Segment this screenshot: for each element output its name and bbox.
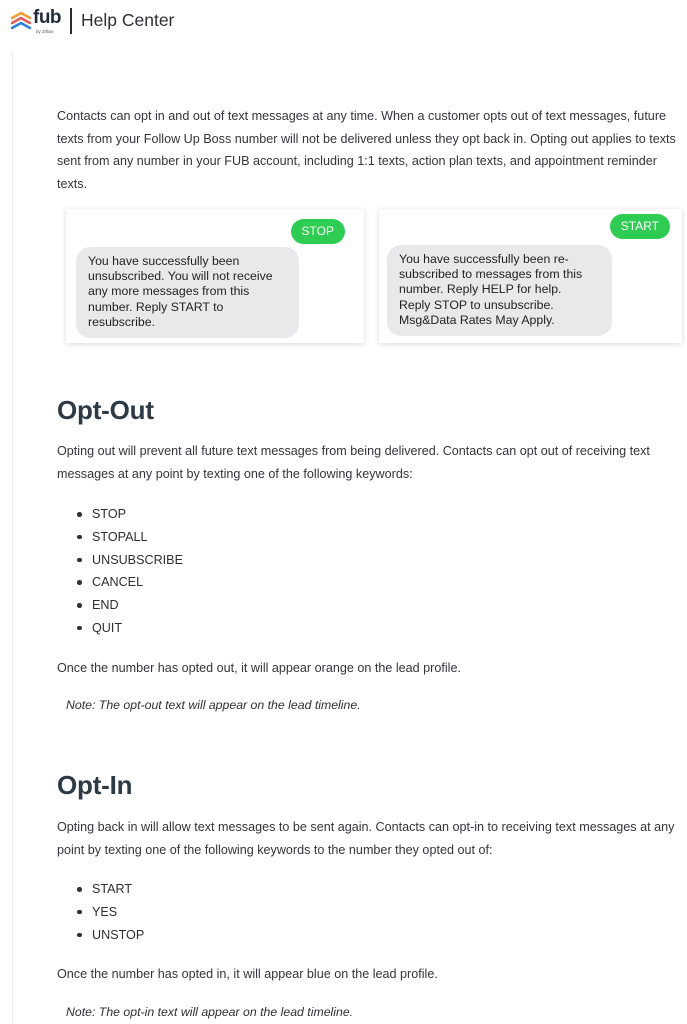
logo-wordmark: fub [33, 7, 62, 28]
opt-in-description: Opting back in will allow text messages to be sent again. Contacts can opt-in to receiving text messages at any point by texting one of the following keywords to the number they opted out of: [57, 820, 675, 857]
logo-subtext: by Zillow [36, 29, 54, 34]
header-divider [70, 8, 72, 34]
opt-in-keyword-list [57, 878, 144, 946]
list-item: CANCEL [92, 571, 183, 594]
list-item: YES [92, 901, 144, 924]
opt-out-description: Opting out will prevent all future text messages from being delivered. Contacts can opt out of receiving text messages at any point by texting one of the following keywords: [57, 444, 650, 481]
list-item: STOPALL [92, 526, 183, 549]
list-item: UNSUBSCRIBE [92, 549, 183, 572]
start-example-image [379, 209, 682, 343]
opt-out-note: Note: The opt-out text will appear on the lead timeline. [66, 698, 361, 712]
content-border [12, 52, 13, 1024]
fub-stripes-icon [11, 10, 31, 32]
opt-in-status-text: Once the number has opted in, it will appear blue on the lead profile. [57, 967, 438, 981]
list-item: END [92, 594, 183, 617]
stop-example-image [66, 209, 364, 343]
opt-in-note: Note: The opt-in text will appear on the lead timeline. [66, 1005, 354, 1019]
stop-keyword-bubble: STOP [291, 219, 345, 244]
opt-out-heading: Opt-Out [57, 395, 154, 425]
resubscribe-reply-bubble [387, 245, 612, 336]
site-header [0, 0, 687, 42]
unsubscribe-reply-bubble [76, 247, 299, 338]
opt-in-heading: Opt-In [57, 770, 133, 800]
resubscribe-reply-text: You have successfully been re- subscribed to messages from this number. Reply HELP for help. Reply STOP to unsubscribe. Msg&Data Rates May Apply. [399, 252, 583, 327]
opt-out-keyword-list [57, 503, 183, 640]
fub-logo[interactable] [11, 9, 67, 35]
unsubscribe-reply-text: You have successfully been unsubscribed. You will not receive any more messages from this number. Reply START to resubscribe. [88, 254, 273, 329]
intro-paragraph: Contacts can opt in and out of text messages at any time. When a customer opts out of text messages, future texts from your Follow Up Boss number will not be delivered unless they opt back in. Opting out applies to texts sent from any number in your FUB account, including 1:1 texts, action plan texts, and appointment reminder texts. [57, 109, 676, 191]
start-keyword-bubble: START [610, 214, 670, 239]
list-item: START [92, 878, 144, 901]
list-item: STOP [92, 503, 183, 526]
page-title[interactable]: Help Center [81, 10, 175, 30]
opt-out-status-text: Once the number has opted out, it will appear orange on the lead profile. [57, 661, 461, 675]
list-item: QUIT [92, 617, 183, 640]
list-item: UNSTOP [92, 924, 144, 947]
